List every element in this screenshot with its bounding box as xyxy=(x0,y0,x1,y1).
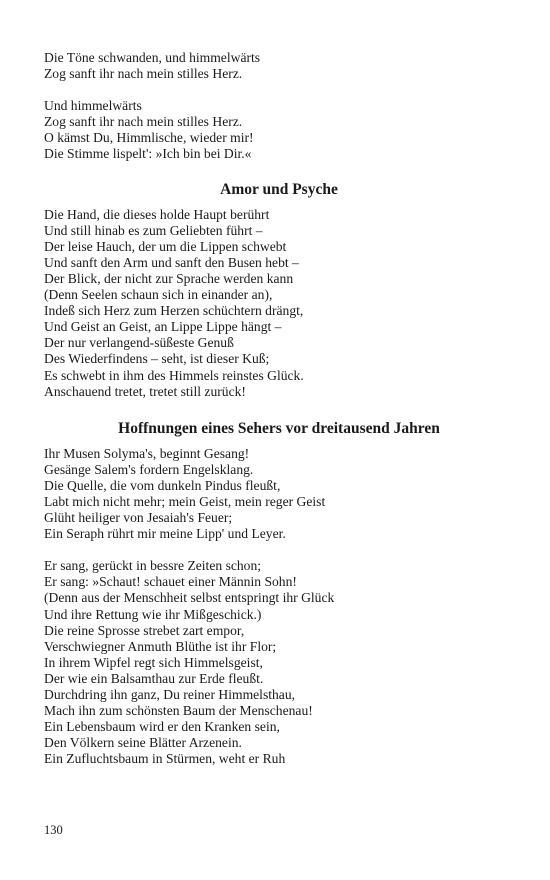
verse-line: Es schwebt in ihm des Himmels reinstes Glück. xyxy=(44,367,304,383)
verse-line: Der leise Hauch, der um die Lippen schwebt xyxy=(44,238,287,254)
opening-stanza-1 xyxy=(44,50,514,82)
verse-line: Des Wiederfindens – seht, ist dieser Kuß; xyxy=(44,351,270,367)
book-page xyxy=(44,50,514,767)
stanza-break xyxy=(44,542,514,558)
verse-line: Die Stimme lispelt': »Ich bin bei Dir.« xyxy=(44,146,252,162)
verse-line: Glüht heiliger von Jesaiah's Feuer; xyxy=(44,510,233,526)
verse-line: Ein Zufluchtsbaum in Stürmen, weht er Ruh xyxy=(44,751,286,767)
verse-line: (Denn aus der Menschheit selbst entspringt ihr Glück xyxy=(44,590,335,606)
verse-line: Mach ihn zum schönsten Baum der Menschenau! xyxy=(44,703,313,719)
verse-line: Und ihre Rettung wie ihr Mißgeschick.) xyxy=(44,606,262,622)
verse-line: Durchdring ihn ganz, Du reiner Himmelsthau, xyxy=(44,687,296,702)
verse-line: Zog sanft ihr nach mein stilles Herz. xyxy=(44,114,243,130)
verse-line: Die Quelle, die vom dunkeln Pindus fleußt, xyxy=(44,477,281,493)
verse-line: Die Hand, die dieses holde Haupt berührt xyxy=(44,206,270,222)
verse-line: (Denn Seelen schaun sich in einander an), xyxy=(44,287,273,303)
verse-line: Er sang: »Schaut! schauet einer Männin Sohn! xyxy=(44,574,297,590)
verse-line: Und still hinab es zum Geliebten führt – xyxy=(44,222,263,238)
page-number: 130 xyxy=(44,823,63,837)
verse-line: Anschauend tretet, tretet still zurück! xyxy=(44,383,246,399)
verse-line: Der nur verlangend-süßeste Genuß xyxy=(44,335,234,351)
verse-line: Den Völkern seine Blätter Arzenein. xyxy=(44,735,242,751)
verse-line: Und himmelwärts xyxy=(44,98,142,114)
poem-hoffnungen-stanza-1 xyxy=(44,446,514,543)
verse-line: Ein Lebensbaum wird er den Kranken sein, xyxy=(44,719,280,735)
verse-line: Ein Seraph rührt mir meine Lipp' und Leyer. xyxy=(44,526,286,542)
verse-line: Der wie ein Balsamthau zur Erde fleußt. xyxy=(44,670,264,686)
verse-line: Die reine Sprosse strebet zart empor, xyxy=(44,622,245,638)
poem-amor-stanza xyxy=(44,207,514,400)
poem-title: Amor und Psyche xyxy=(220,180,338,198)
poem-hoffnungen-stanza-2 xyxy=(44,558,514,767)
verse-line: Ihr Musen Solyma's, beginnt Gesang! xyxy=(44,445,250,461)
verse-line: Labt mich nicht mehr; mein Geist, mein reger Geist xyxy=(44,493,326,509)
poem-title: Hoffnungen eines Sehers vor dreitausend Jahren xyxy=(118,419,440,437)
verse-line: Der Blick, der nicht zur Sprache werden kann xyxy=(44,270,294,286)
opening-stanza-2 xyxy=(44,98,514,162)
verse-line: O kämst Du, Himmlische, wieder mir! xyxy=(44,130,254,146)
verse-line: In ihrem Wipfel regt sich Himmelsgeist, xyxy=(44,654,263,670)
verse-line: Indeß sich Herz zum Herzen schüchtern drängt, xyxy=(44,303,304,319)
verse-line: Die Töne schwanden, und himmelwärts xyxy=(44,50,261,65)
verse-line: Und sanft den Arm und sanft den Busen hebt – xyxy=(44,254,299,270)
verse-line: Zog sanft ihr nach mein stilles Herz. xyxy=(44,66,243,82)
verse-line: Und Geist an Geist, an Lippe Lippe hängt – xyxy=(44,319,282,335)
verse-line: Verschwiegner Anmuth Blüthe ist ihr Flor; xyxy=(44,638,277,654)
stanza-break xyxy=(44,82,514,98)
verse-line: Er sang, gerückt in bessre Zeiten schon; xyxy=(44,558,262,574)
verse-line: Gesänge Salem's fordern Engelsklang. xyxy=(44,461,254,477)
